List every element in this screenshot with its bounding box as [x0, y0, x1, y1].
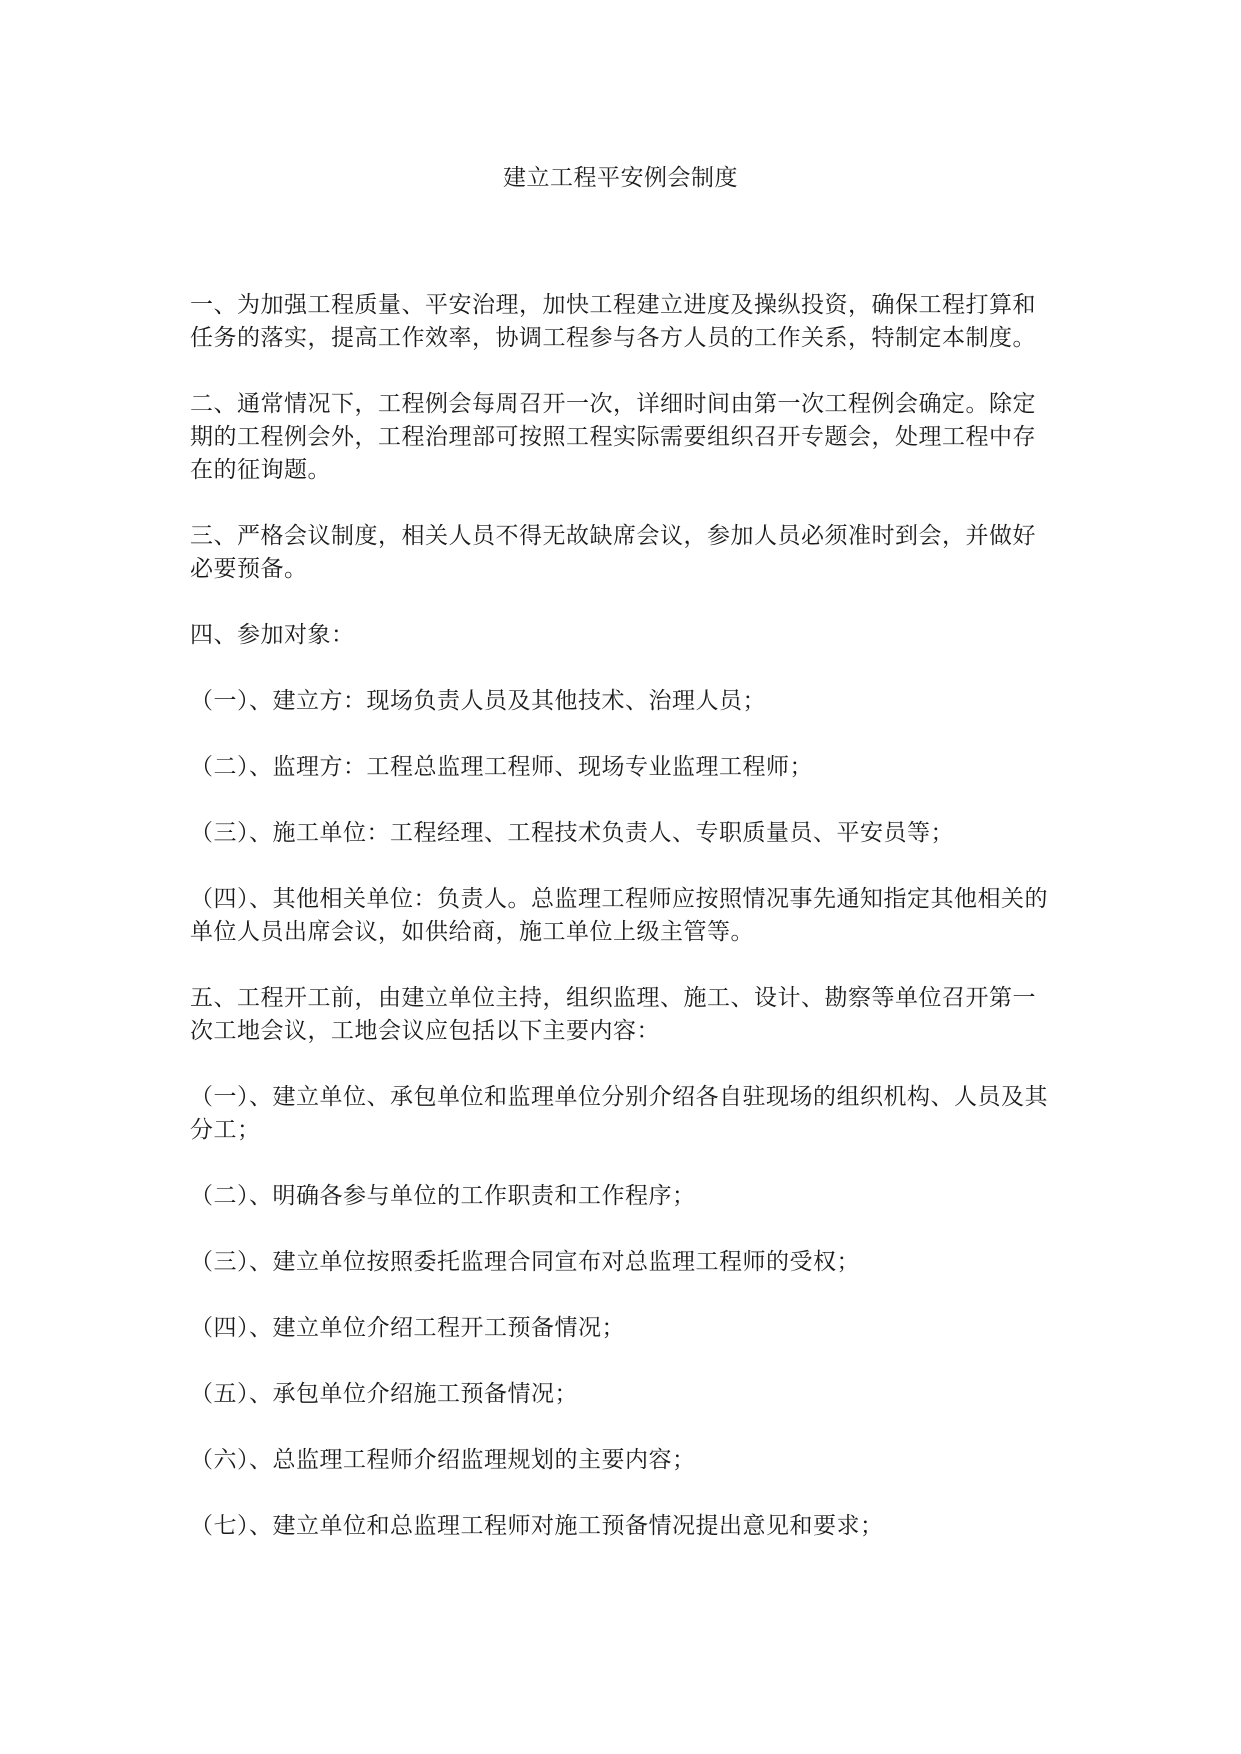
meeting-item-responsibilities: （二）、明确各参与单位的工作职责和工作程序；	[190, 1183, 696, 1209]
meeting-item-requirements: （七）、建立单位和总监理工程师对施工预备情况提出意见和要求；	[190, 1513, 884, 1539]
paragraph-frequency: 二、通常情况下，工程例会每周召开一次，详细时间由第一次工程例会确定。除定期的工程例会外，工程治理部可按照工程实际需要组织召开专题会，处理工程中存在的征询题。	[190, 391, 1036, 483]
meeting-item-owner-preparation: （四）、建立单位介绍工程开工预备情况；	[190, 1315, 625, 1341]
meeting-item-supervision-plan: （六）、总监理工程师介绍监理规划的主要内容；	[190, 1447, 696, 1473]
participant-item-contractor: （三）、施工单位：工程经理、工程技术负责人、专职质量员、平安员等；	[190, 820, 954, 846]
document-title: 建立工程平安例会制度	[503, 165, 738, 191]
participant-item-others: （四）、其他相关单位：负责人。总监理工程师应按照情况事先通知指定其他相关的单位人员出席会议，如供给商，施工单位上级主管等。	[190, 886, 1048, 945]
paragraph-participants-heading: 四、参加对象：	[190, 622, 355, 648]
meeting-item-contractor-preparation: （五）、承包单位介绍施工预备情况；	[190, 1381, 578, 1407]
participant-item-owner: （一）、建立方：现场负责人员及其他技术、治理人员；	[190, 688, 766, 714]
document-body	[190, 289, 1050, 1576]
meeting-item-authorization: （三）、建立单位按照委托监理合同宣布对总监理工程师的受权；	[190, 1249, 860, 1275]
paragraph-attendance: 三、严格会议制度，相关人员不得无故缺席会议，参加人员必须准时到会，并做好必要预备。	[190, 523, 1036, 582]
meeting-item-organizations: （一）、建立单位、承包单位和监理单位分别介绍各自驻现场的组织机构、人员及其分工；	[190, 1084, 1048, 1143]
paragraph-purpose: 一、为加强工程质量、平安治理，加快工程建立进度及操纵投资，确保工程打算和任务的落实，提高工作效率，协调工程参与各方人员的工作关系，特制定本制度。	[190, 292, 1036, 351]
participant-item-supervisor: （二）、监理方：工程总监理工程师、现场专业监理工程师；	[190, 754, 813, 780]
paragraph-first-meeting: 五、工程开工前，由建立单位主持，组织监理、施工、设计、勘察等单位召开第一次工地会议，工地会议应包括以下主要内容：	[190, 985, 1036, 1044]
